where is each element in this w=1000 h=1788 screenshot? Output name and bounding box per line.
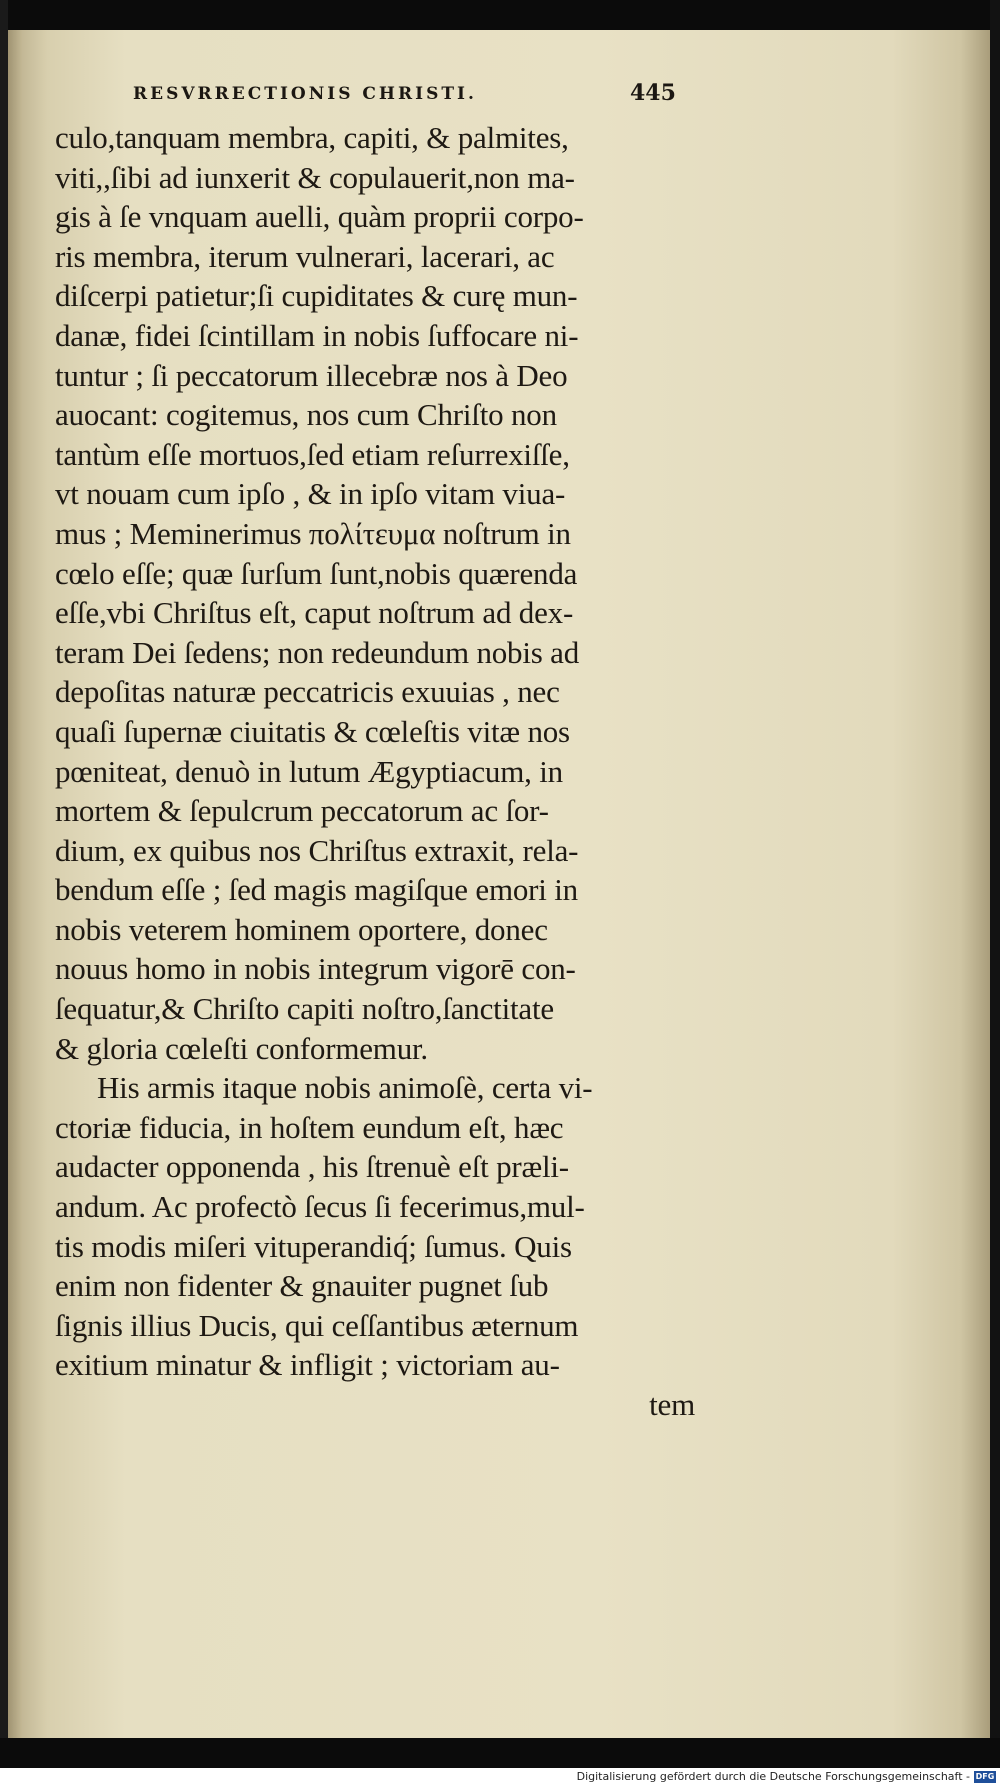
text-line: viti,,ſibi ad iunxerit & copulauerit,non ma- xyxy=(55,159,575,195)
catchword: tem xyxy=(649,1387,695,1422)
text-line: mortem & ſepulcrum peccatorum ac ſor- xyxy=(55,793,549,829)
text-line: tuntur ; ſi peccatorum illecebræ nos à Deo xyxy=(55,357,568,393)
text-line: auocant: cogitemus, nos cum Chriſto non xyxy=(55,397,557,433)
page-gutter-shadow xyxy=(8,30,22,1738)
scan-border-top xyxy=(0,0,1000,30)
text-line: teram Dei ſedens; non redeundum nobis ad xyxy=(55,634,580,670)
text-line: tis modis miſeri vituperandiq́; ſumus. Quis xyxy=(55,1228,572,1264)
text-line: eſſe,vbi Chriſtus eſt, caput noſtrum ad dex- xyxy=(55,595,574,631)
text-line: nobis veterem hominem oportere, donec xyxy=(55,911,548,947)
text-line: ſequatur,& Chriſto capiti noſtro,ſanctitate xyxy=(55,991,554,1027)
text-line: ris membra, iterum vulnerari, lacerari, ac xyxy=(55,238,555,274)
text-line: gis à ſe vnquam auelli, quàm proprii corpo- xyxy=(55,199,584,235)
text-line: cœlo eſſe; quæ ſurſum ſunt,nobis quærenda xyxy=(55,555,578,591)
text-line: exitium minatur & infligit ; victoriam au- xyxy=(55,1347,560,1383)
text-line: vt nouam cum ipſo , & in ipſo vitam viua- xyxy=(55,476,566,512)
funding-credit: Digitalisierung gefördert durch die Deutsche Forschungsgemeinschaft - xyxy=(576,1770,970,1783)
text-line: pœniteat, denuò in lutum Ægyptiacum, in xyxy=(55,753,563,789)
text-line: audacter opponenda , his ſtrenuè eſt præli- xyxy=(55,1149,569,1185)
text-line: depoſitas naturæ peccatricis exuuias , nec xyxy=(55,674,560,710)
text-line: culo,tanquam membra, capiti, & palmites, xyxy=(55,120,569,155)
text-line: & gloria cœleſti conformemur. xyxy=(55,1030,428,1066)
paragraph-first-line: His armis itaque nobis animoſè, certa vi- xyxy=(97,1070,593,1106)
scan-border-left xyxy=(0,0,8,1768)
page-number: 445 xyxy=(630,80,676,106)
text-line: danæ, fidei ſcintillam in nobis ſuffocare ni- xyxy=(55,317,579,353)
text-line: enim non fidenter & gnauiter pugnet ſub xyxy=(55,1268,549,1304)
text-line: diſcerpi patietur;ſi cupiditates & curę mun- xyxy=(55,278,578,314)
scan-border-bottom xyxy=(0,1738,1000,1768)
text-line: mus ; Meminerimus πολίτευμα noſtrum in xyxy=(55,515,571,551)
text-line: dium, ex quibus nos Chriſtus extraxit, rela- xyxy=(55,832,579,868)
digitization-footer xyxy=(0,1768,1000,1788)
scan-border-right xyxy=(990,0,1000,1768)
text-line: quaſi ſupernæ ciuitatis & cœleſtis vitæ nos xyxy=(55,713,570,749)
text-line: tantùm eſſe mortuos,ſed etiam reſurrexiſſe, xyxy=(55,436,570,472)
text-line: ſignis illius Ducis, qui ceſſantibus æternum xyxy=(55,1307,579,1343)
text-line: bendum eſſe ; ſed magis magiſque emori in xyxy=(55,872,578,908)
text-line: ctoriæ fiducia, in hoſtem eundum eſt, hæc xyxy=(55,1109,564,1145)
dfg-logo: DFG xyxy=(975,1772,995,1781)
text-line: andum. Ac profectò ſecus ſi fecerimus,mul- xyxy=(55,1189,585,1225)
running-head: RESVRRECTIONIS CHRISTI. xyxy=(133,84,477,104)
body-text xyxy=(55,118,695,1425)
text-line: nouus homo in nobis integrum vigorē con- xyxy=(55,951,576,987)
